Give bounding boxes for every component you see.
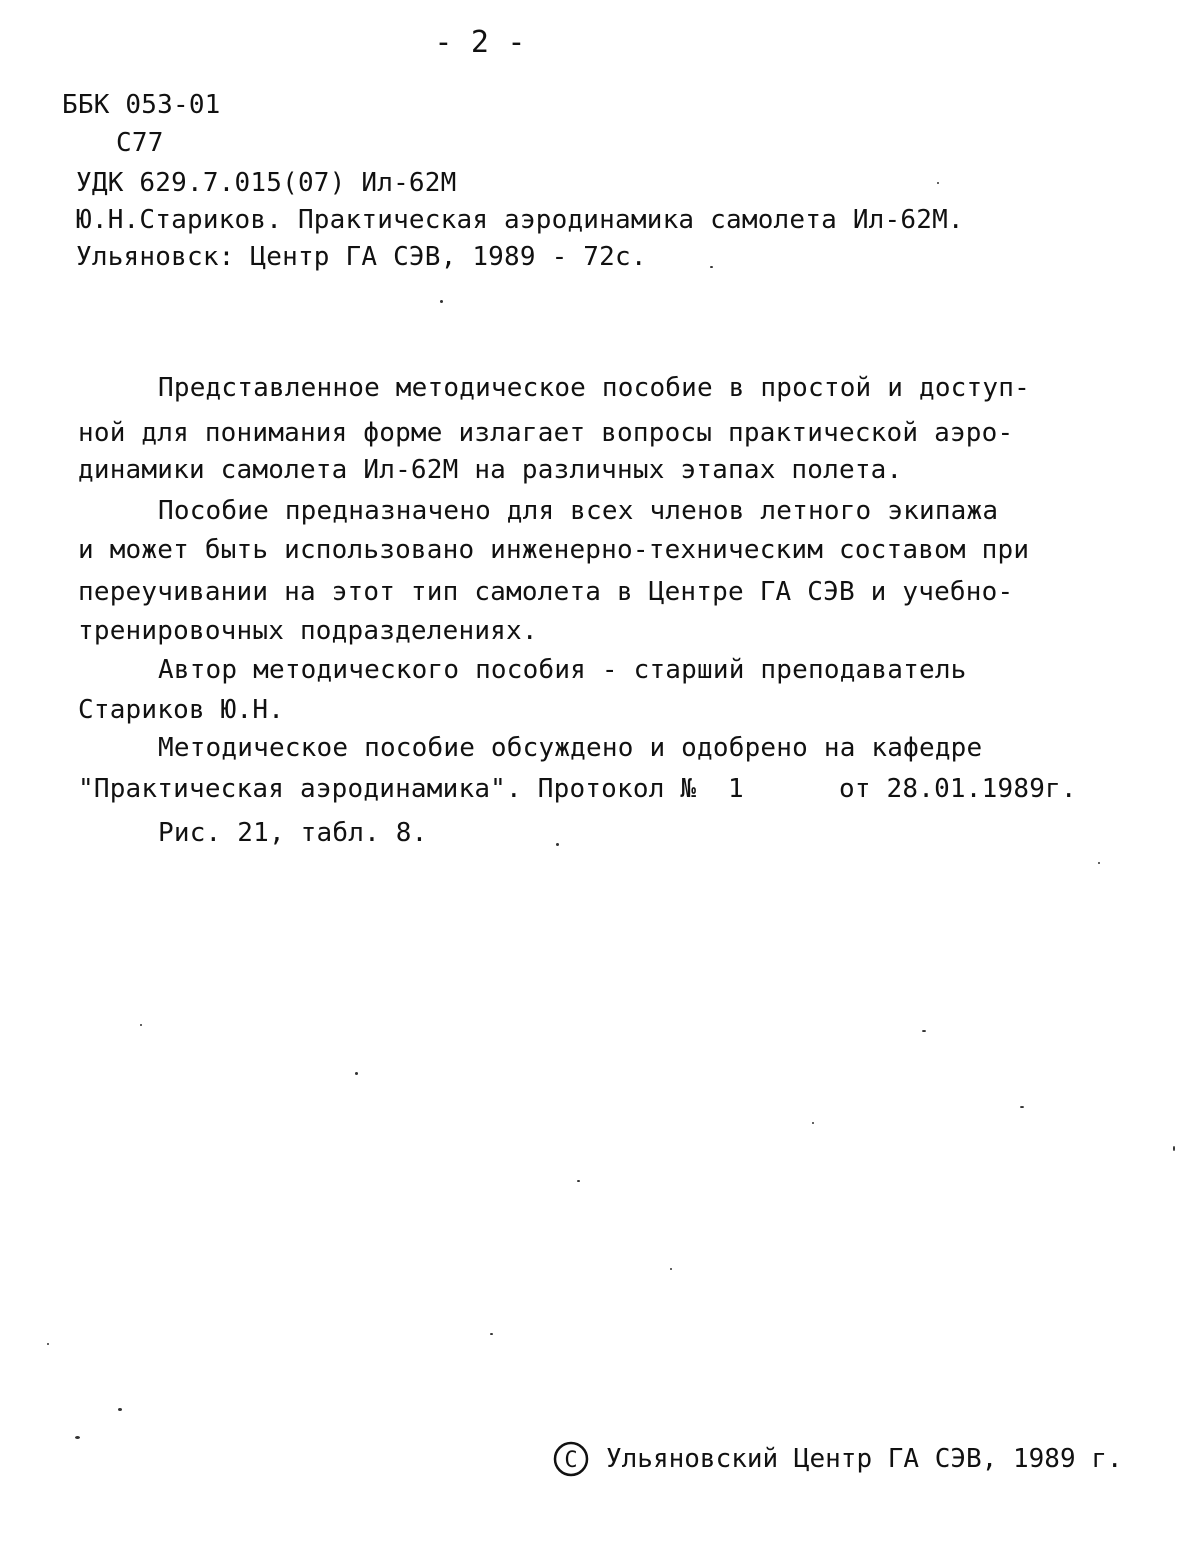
scan-speck: [1098, 862, 1100, 864]
abstract-line: динамики самолета Ил-62М на различных этапах полета.: [78, 455, 903, 485]
copyright-text: Ульяновский Центр ГА СЭВ, 1989 г.: [606, 1444, 1123, 1474]
scan-speck: [47, 1343, 49, 1345]
scan-speck: [710, 266, 713, 268]
abstract-line: тренировочных подразделениях.: [78, 616, 538, 646]
scan-speck: [1173, 1146, 1175, 1151]
copyright-icon: [552, 1440, 590, 1478]
scan-speck: [812, 1122, 814, 1124]
abstract-line: Методическое пособие обсуждено и одобрено на кафедре: [158, 733, 983, 763]
copyright-symbol: C: [564, 1448, 578, 1473]
abstract-line: ной для понимания форме излагает вопросы практической аэро-: [78, 418, 1014, 448]
abstract-line: Рис. 21, табл. 8.: [158, 818, 428, 848]
scan-speck: [922, 1030, 926, 1032]
scan-speck: [490, 1333, 493, 1335]
abstract-line: Представленное методическое пособие в простой и доступ-: [158, 373, 1030, 403]
abstract-line: и может быть использовано инженерно-техническим составом при: [78, 535, 1030, 565]
scan-speck: [577, 1180, 580, 1182]
citation-line: Ю.Н.Стариков. Практическая аэродинамика самолета Ил-62М.: [76, 205, 964, 235]
scan-speck: [1020, 1106, 1024, 1108]
page-number: - 2 -: [434, 25, 526, 60]
abstract-line: Пособие предназначено для всех членов летного экипажа: [158, 496, 999, 526]
scan-speck: [440, 300, 443, 303]
abstract-line: "Практическая аэродинамика". Протокол № 1 от 28.01.1989г.: [78, 774, 1077, 804]
scan-speck: [937, 182, 939, 184]
scan-speck: [670, 1268, 672, 1270]
scan-speck: [355, 1072, 358, 1075]
citation-line: Ульяновск: Центр ГА СЭВ, 1989 - 72с.: [76, 242, 647, 272]
abstract-line: Стариков Ю.Н.: [78, 695, 285, 725]
scan-speck: [556, 843, 559, 846]
abstract-line: Автор методического пособия - старший преподаватель: [158, 655, 967, 685]
scan-speck: [75, 1436, 80, 1439]
scan-speck: [140, 1024, 142, 1026]
copyright-notice: [552, 1440, 1123, 1478]
abstract-line: переучивании на этот тип самолета в Центре ГА СЭВ и учебно-: [78, 577, 1014, 607]
udk-code: УДК 629.7.015(07) Ил-62М: [76, 168, 457, 198]
bbk-author-mark: С77: [116, 128, 164, 158]
scan-speck: [118, 1408, 122, 1411]
bbk-code: ББК 053-01: [62, 90, 221, 120]
